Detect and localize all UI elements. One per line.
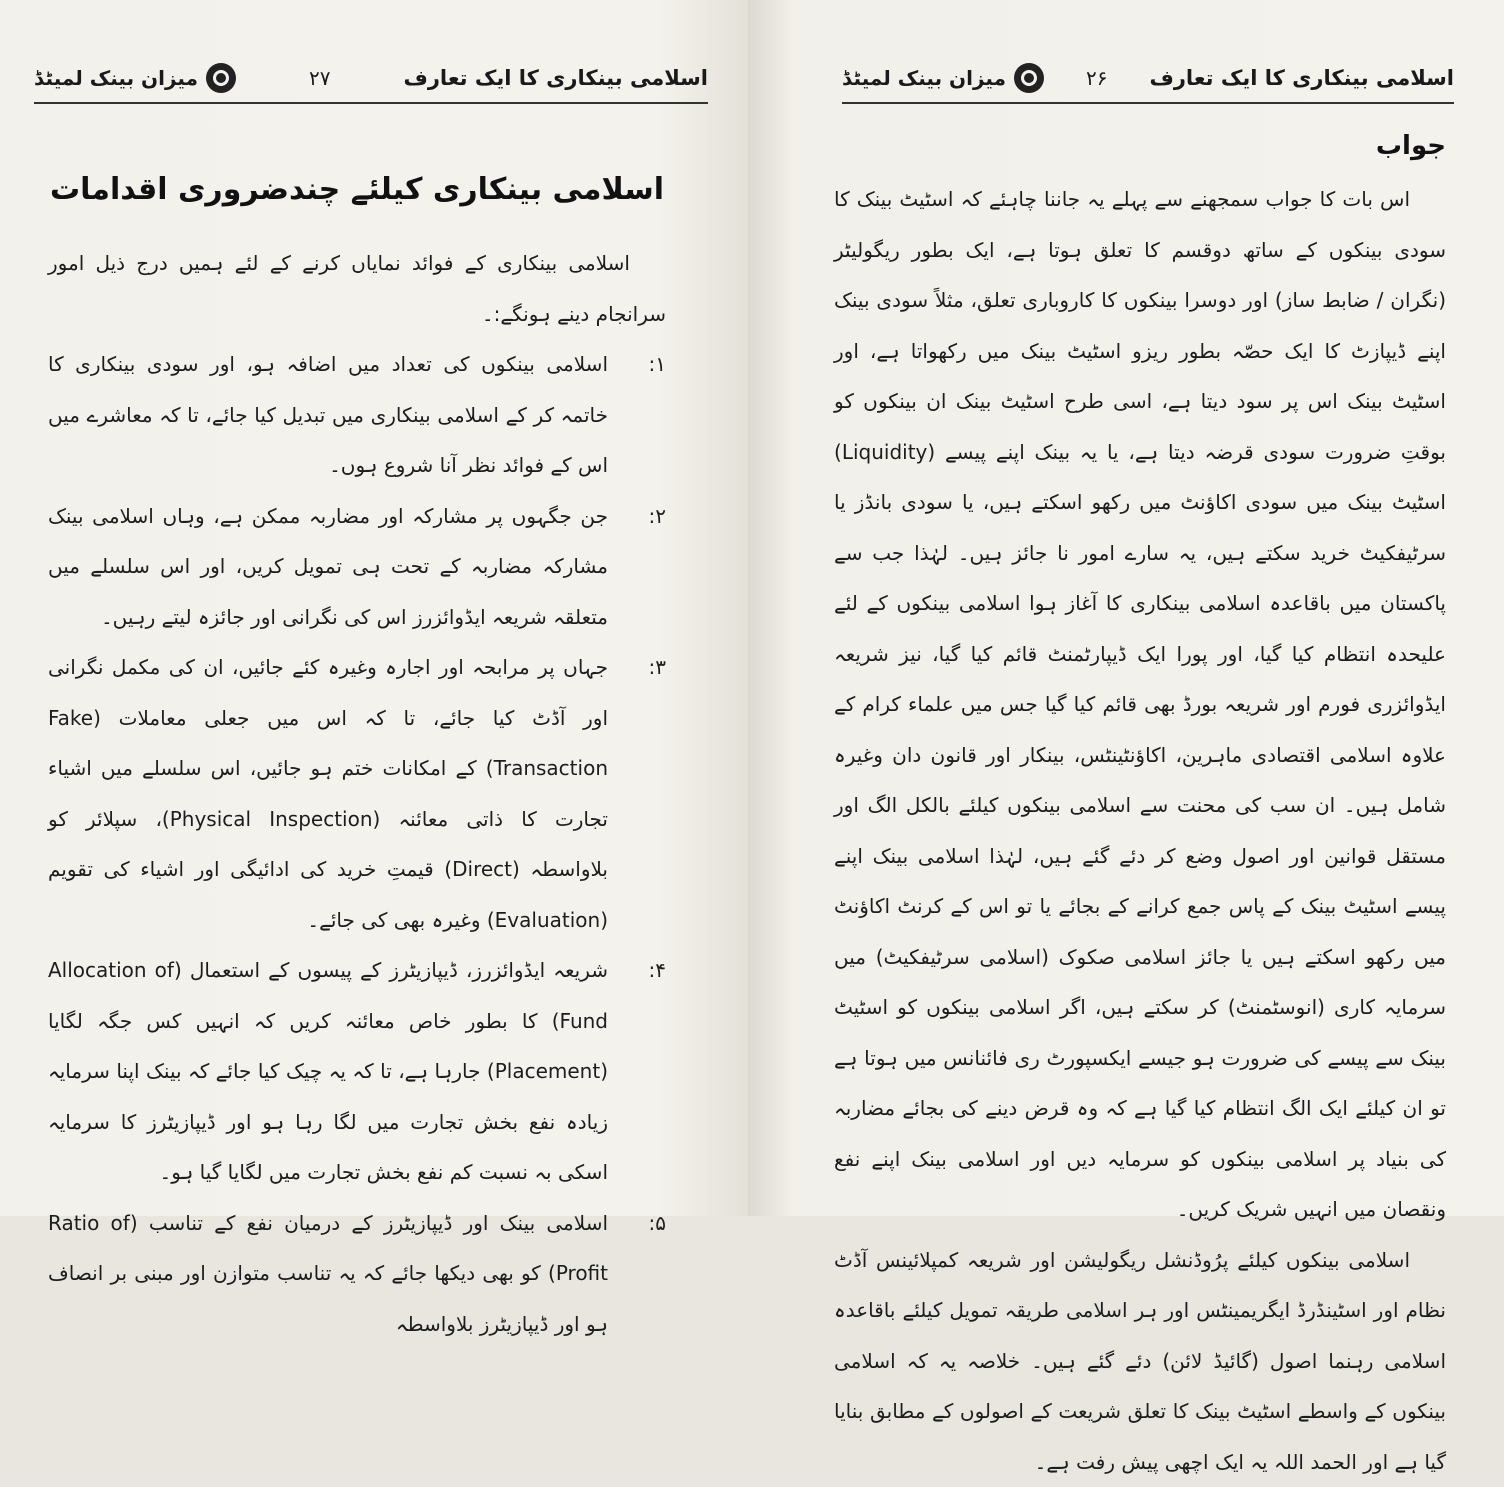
left-page bbox=[0, 0, 748, 1216]
meezan-logo-icon bbox=[206, 63, 236, 93]
item-text: شریعہ ایڈوائزرز، ڈیپازیٹرز کے پیسوں کے استعمال (Allocation of Fund) کا بطور خاص معائنہ کریں کہ انہیں کس جگہ لگایا (Placement) جارہا ہے، تا کہ یہ چیک کیا جائے کہ بینک اپنا سرمایہ زیادہ نفع بخش تجارت میں لگا رہا ہو اور ڈیپازیٹرز کا سرمایہ اسکی بہ نسبت کم نفع بخش تجارت میں لگایا گیا ہو۔ bbox=[48, 945, 608, 1198]
intro-paragraph: اسلامی بینکاری کے فوائد نمایاں کرنے کے لئے ہمیں درج ذیل امور سرانجام دینے ہونگے:۔ bbox=[48, 238, 666, 339]
item-number: ۵: bbox=[608, 1198, 666, 1350]
item-number: ۱: bbox=[608, 339, 666, 491]
section-title: اسلامی بینکاری کیلئے چندضروری اقدامات bbox=[48, 160, 666, 220]
item-number: ۳: bbox=[608, 642, 666, 945]
book-title: اسلامی بینکاری کا ایک تعارف bbox=[403, 66, 708, 90]
left-page-header bbox=[34, 54, 708, 104]
list-item bbox=[48, 642, 666, 945]
page-number: ۲۶ bbox=[1086, 66, 1107, 90]
list-item bbox=[48, 491, 666, 643]
list-item bbox=[48, 339, 666, 491]
right-page bbox=[748, 0, 1504, 1216]
answer-heading: جواب bbox=[834, 124, 1446, 168]
right-page-body bbox=[834, 124, 1446, 1487]
list-item bbox=[48, 1198, 666, 1350]
left-page-body bbox=[48, 160, 666, 1349]
right-page-header bbox=[842, 54, 1454, 104]
item-number: ۴: bbox=[608, 945, 666, 1198]
answer-paragraph: اس بات کا جواب سمجھنے سے پہلے یہ جاننا چاہئے کہ اسٹیٹ بینک کا سودی بینکوں کے ساتھ دوقسم کا تعلق ہوتا ہے، ایک بطور ریگولیٹر (نگران / ضابط ساز) اور دوسرا بینکوں کا کاروباری تعلق، مثلاً سودی بینک اپنے ڈیپازٹ کا ایک حصّہ بطور ریزو اسٹیٹ بینک میں رکھواتا ہے، اور اسٹیٹ بینک اس پر سود دیتا ہے، اسی طرح اسٹیٹ بینک ان بینکوں کو بوقتِ ضرورت سودی قرضہ دیتا ہے، یا یہ بینک اپنے پیسے (Liquidity) اسٹیٹ بینک میں سودی اکاؤنٹ میں رکھو اسکتے ہیں، یا سودی بانڈز یا سرٹیفکیٹ خرید سکتے ہیں، یہ سارے امور نا جائز ہیں۔ لہٰذا جب سے پاکستان میں باقاعدہ اسلامی بینکاری کا آغاز ہوا اسلامی بینکوں کے لئے علیحدہ انتظام کیا گیا، اور پورا ایک ڈیپارٹمنٹ قائم کیا گیا، نیز شریعہ ایڈوائزری فورم اور شریعہ بورڈ بھی قائم کیا گیا جس میں علماء کرام کے علاوہ اسلامی اقتصادی ماہرین، اکاؤنٹینٹس، بینکار اور قانون دان وغیرہ شامل ہیں۔ ان سب کی محنت سے اسلامی بینکوں کیلئے بالکل الگ اور مستقل قوانین اور اصول وضع کر دئے گئے ہیں، لہٰذا اسلامی بینک اپنے پیسے اسٹیٹ بینک کے پاس جمع کرانے کے بجائے یا تو اس کے کرنٹ اکاؤنٹ میں رکھو اسکتے ہیں یا جائز اسلامی صکوک (اسلامی سرٹیفکیٹ) میں سرمایہ کاری (انوسٹمنٹ) کر سکتے ہیں، اگر اسلامی بینکوں کو اسٹیٹ بینک سے پیسے کی ضرورت ہو جیسے ایکسپورٹ ری فائنانس میں ہوتا ہے تو ان کیلئے ایک الگ انتظام کیا گیا ہے کہ وہ قرض دینے کی بجائے مضاربہ کی بنیاد پر اسلامی بینکوں کو سرمایہ دیں اور اسلامی بینک اپنے نفع ونقصان میں انہیں شریک کریں۔ bbox=[834, 174, 1446, 1235]
item-text: جہاں پر مرابحہ اور اجارہ وغیرہ کئے جائیں، ان کی مکمل نگرانی اور آڈٹ کیا جائے، تا کہ اس میں جعلی معاملات (Fake Transaction) کے امکانات ختم ہو جائیں، اس سلسلے میں اشیاء تجارت کا ذاتی معائنہ (Physical Inspection)، سپلائر کو بلاواسطہ (Direct) قیمتِ خرید کی ادائیگی اور اشیاء کی تقویم (Evaluation) وغیرہ بھی کی جائے۔ bbox=[48, 642, 608, 945]
list-item bbox=[48, 945, 666, 1198]
item-text: اسلامی بینکوں کی تعداد میں اضافہ ہو، اور سودی بینکاری کا خاتمہ کر کے اسلامی بینکاری میں تبدیل کیا جائے، تا کہ معاشرے میں اس کے فوائد نظر آنا شروع ہوں۔ bbox=[48, 339, 608, 491]
item-number: ۲: bbox=[608, 491, 666, 643]
meezan-logo-icon bbox=[1014, 63, 1044, 93]
item-text: جن جگہوں پر مشارکہ اور مضاربہ ممکن ہے، وہاں اسلامی بینک مشارکہ مضاربہ کے تحت ہی تمویل کریں، اور اس سلسلے میں متعلقہ شریعہ ایڈوائزرز اس کی نگرانی اور جائزہ لیتے رہیں۔ bbox=[48, 491, 608, 643]
page-number: ۲۷ bbox=[309, 66, 330, 90]
book-title: اسلامی بینکاری کا ایک تعارف bbox=[1149, 66, 1454, 90]
brand-name: میزان بینک لمیٹڈ bbox=[842, 66, 1006, 90]
item-text: اسلامی بینک اور ڈیپازیٹرز کے درمیان نفع کے تناسب (Ratio of Profit) کو بھی دیکھا جائے کہ یہ تناسب متوازن اور مبنی بر انصاف ہو اور ڈیپازیٹرز بلاواسطہ bbox=[48, 1198, 608, 1350]
brand-name: میزان بینک لمیٹڈ bbox=[34, 66, 198, 90]
brand bbox=[34, 63, 236, 93]
brand bbox=[842, 63, 1044, 93]
answer-paragraph: اسلامی بینکوں کیلئے پرُوڈنشل ریگولیشن اور شریعہ کمپلائینس آڈٹ نظام اور اسٹینڈرڈ ایگریمینٹس اور ہر اسلامی طریقہ تمویل کیلئے باقاعدہ اسلامی رہنما اصول (گائیڈ لائن) دئے گئے ہیں۔ خلاصہ یہ کہ اسلامی بینکوں کے واسطے اسٹیٹ بینک کا تعلق شریعت کے اصولوں کے مطابق بنایا گیا ہے اور الحمد اللہ یہ ایک اچھی پیش رفت ہے۔ bbox=[834, 1235, 1446, 1487]
